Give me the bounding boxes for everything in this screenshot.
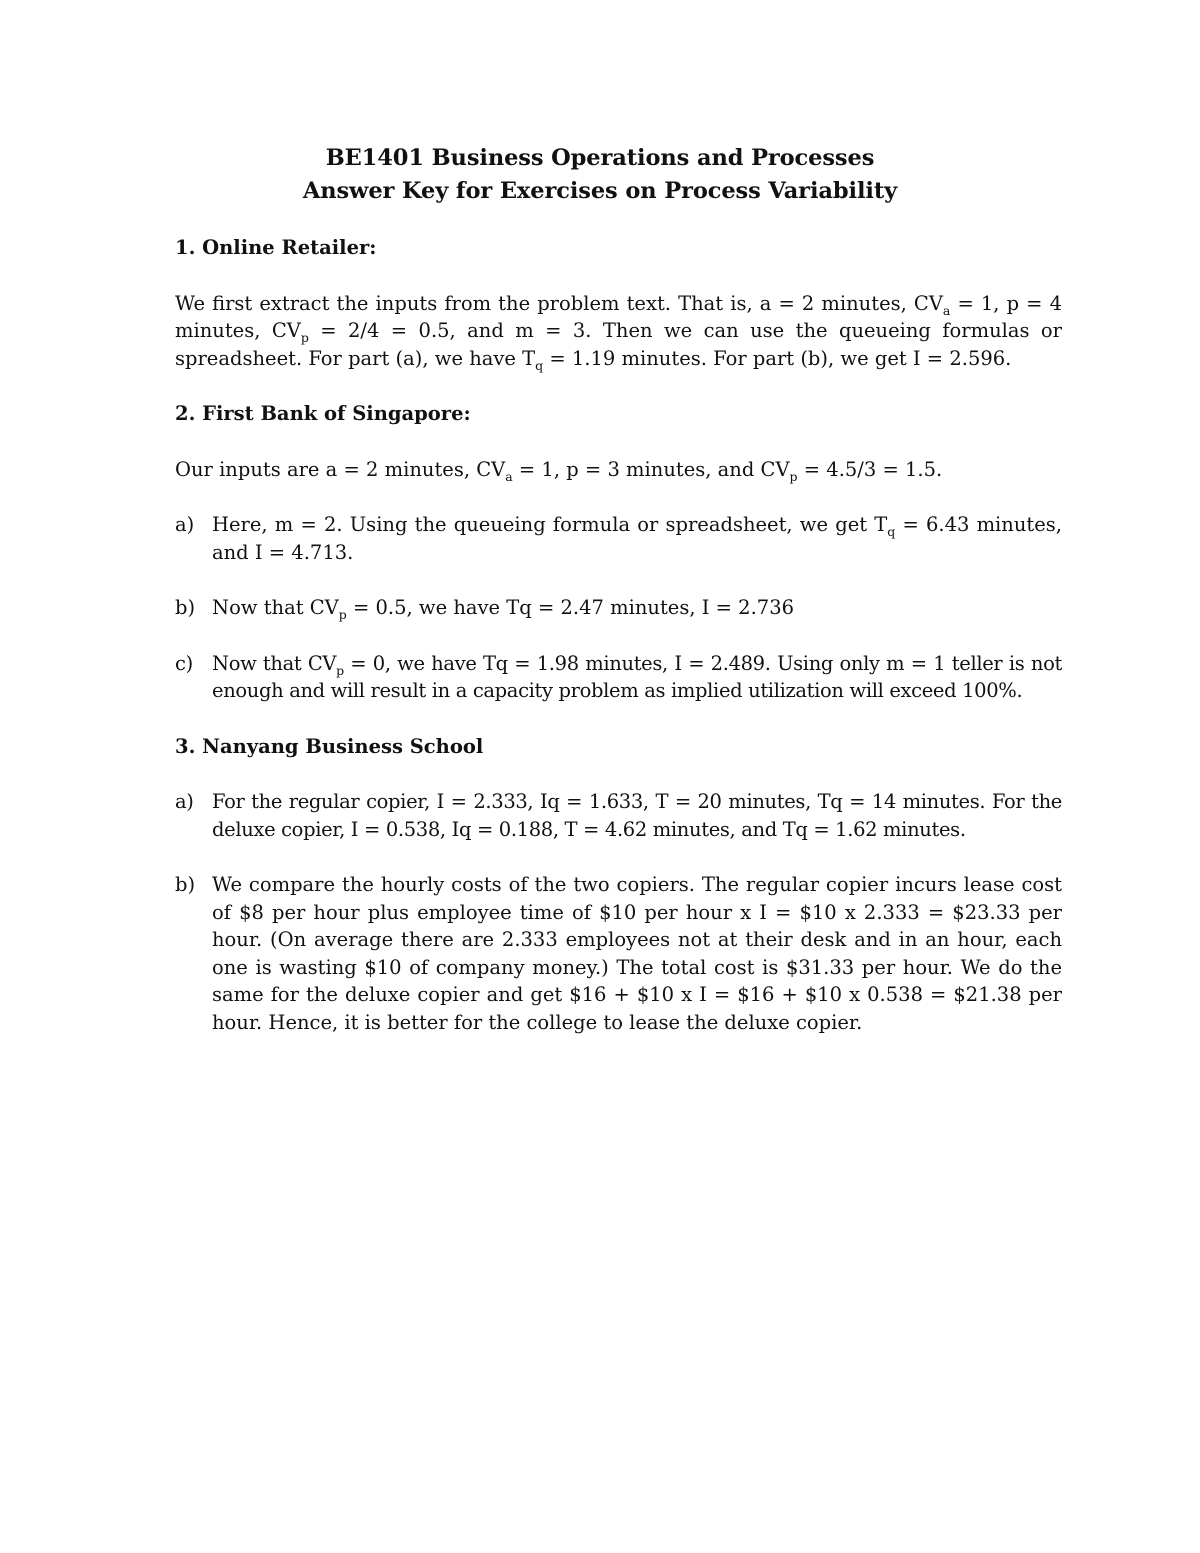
text-run: For the regular copier, I = 2.333, Iq = 1.633, T = 20 minutes, Tq = 14 minutes. For the deluxe copier, I = 0.538, Iq = 0.188, T = 4.62 minutes, and Tq = 1.62 minutes. bbox=[212, 790, 1062, 841]
text-run: = 6.43 minutes, and I = 4.713. bbox=[212, 513, 1062, 564]
section-3-item-a bbox=[175, 788, 1062, 843]
subscript: a bbox=[505, 468, 513, 484]
text-run: Here, m = 2. Using the queueing formula or spreadsheet, we get T bbox=[212, 513, 888, 536]
text-run: = 4.5/3 = 1.5. bbox=[797, 457, 943, 481]
section-1-paragraph bbox=[175, 290, 1062, 373]
text-run: = 1.19 minutes. For part (b), we get I = 2.596. bbox=[543, 346, 1012, 370]
section-3-item-b bbox=[175, 871, 1062, 1036]
document-title bbox=[0, 142, 1200, 208]
subscript: p bbox=[338, 607, 347, 622]
text-run: We compare the hourly costs of the two copiers. The regular copier incurs lease cost of $8 per hour plus employee time of $10 per hour x I = $10 x 2.333 = $23.33 per hour. (On average there are 2.333 employees not at their desk and in an hour, each one is wasting $10 of company money.) The total cost is $31.33 per hour. We do the same for the deluxe copier and get $16 + $10 x I = $16 + $10 x 0.538 = $21.38 per hour. Hence, it is better for the college to lease the deluxe copier. bbox=[212, 873, 1062, 1034]
list-marker: a) bbox=[175, 513, 195, 536]
text-run: Now that CV bbox=[212, 651, 337, 675]
section-2-item-c bbox=[175, 650, 1062, 705]
list-marker: c) bbox=[175, 651, 193, 675]
subscript: p bbox=[336, 662, 344, 678]
section-2-item-a bbox=[175, 511, 1062, 566]
list-marker: b) bbox=[175, 596, 196, 619]
text-run: = 1, p = 3 minutes, and CV bbox=[512, 457, 790, 481]
subscript: a bbox=[942, 302, 951, 318]
subscript: q bbox=[887, 524, 896, 539]
text-run: We first extract the inputs from the problem text. That is, a = 2 minutes, CV bbox=[175, 291, 943, 315]
section-3-heading: 3. Nanyang Business School bbox=[175, 734, 484, 758]
text-run: = 0, we have Tq = 1.98 minutes, I = 2.489. Using only m = 1 teller is not enough and will result in a capacity problem as implied utilization will exceed 100%. bbox=[212, 651, 1062, 702]
text-run: = 2/4 = 0.5, and m = 3. Then we can use the queueing formulas or spreadsheet. For part (a), we have T bbox=[175, 319, 1062, 370]
document-body bbox=[175, 234, 1062, 1064]
text-run: = 1, p = 4 minutes, CV bbox=[175, 291, 1062, 342]
text-run: = 0.5, we have Tq = 2.47 minutes, I = 2.736 bbox=[346, 596, 795, 619]
text-run: Now that CV bbox=[212, 596, 339, 619]
list-marker: a) bbox=[175, 790, 194, 813]
subscript: p bbox=[300, 330, 309, 345]
text-run: Our inputs are a = 2 minutes, CV bbox=[175, 457, 506, 481]
section-2-heading: 2. First Bank of Singapore: bbox=[175, 402, 471, 425]
subscript: q bbox=[535, 357, 544, 373]
section-2-item-b bbox=[175, 594, 1062, 622]
title-line-1: BE1401 Business Operations and Processes bbox=[325, 145, 875, 171]
subscript: p bbox=[789, 468, 798, 484]
title-line-2: Answer Key for Exercises on Process Variability bbox=[302, 178, 898, 204]
list-marker: b) bbox=[175, 873, 196, 896]
section-2-intro bbox=[175, 456, 1062, 484]
section-1-heading: 1. Online Retailer: bbox=[175, 236, 377, 259]
